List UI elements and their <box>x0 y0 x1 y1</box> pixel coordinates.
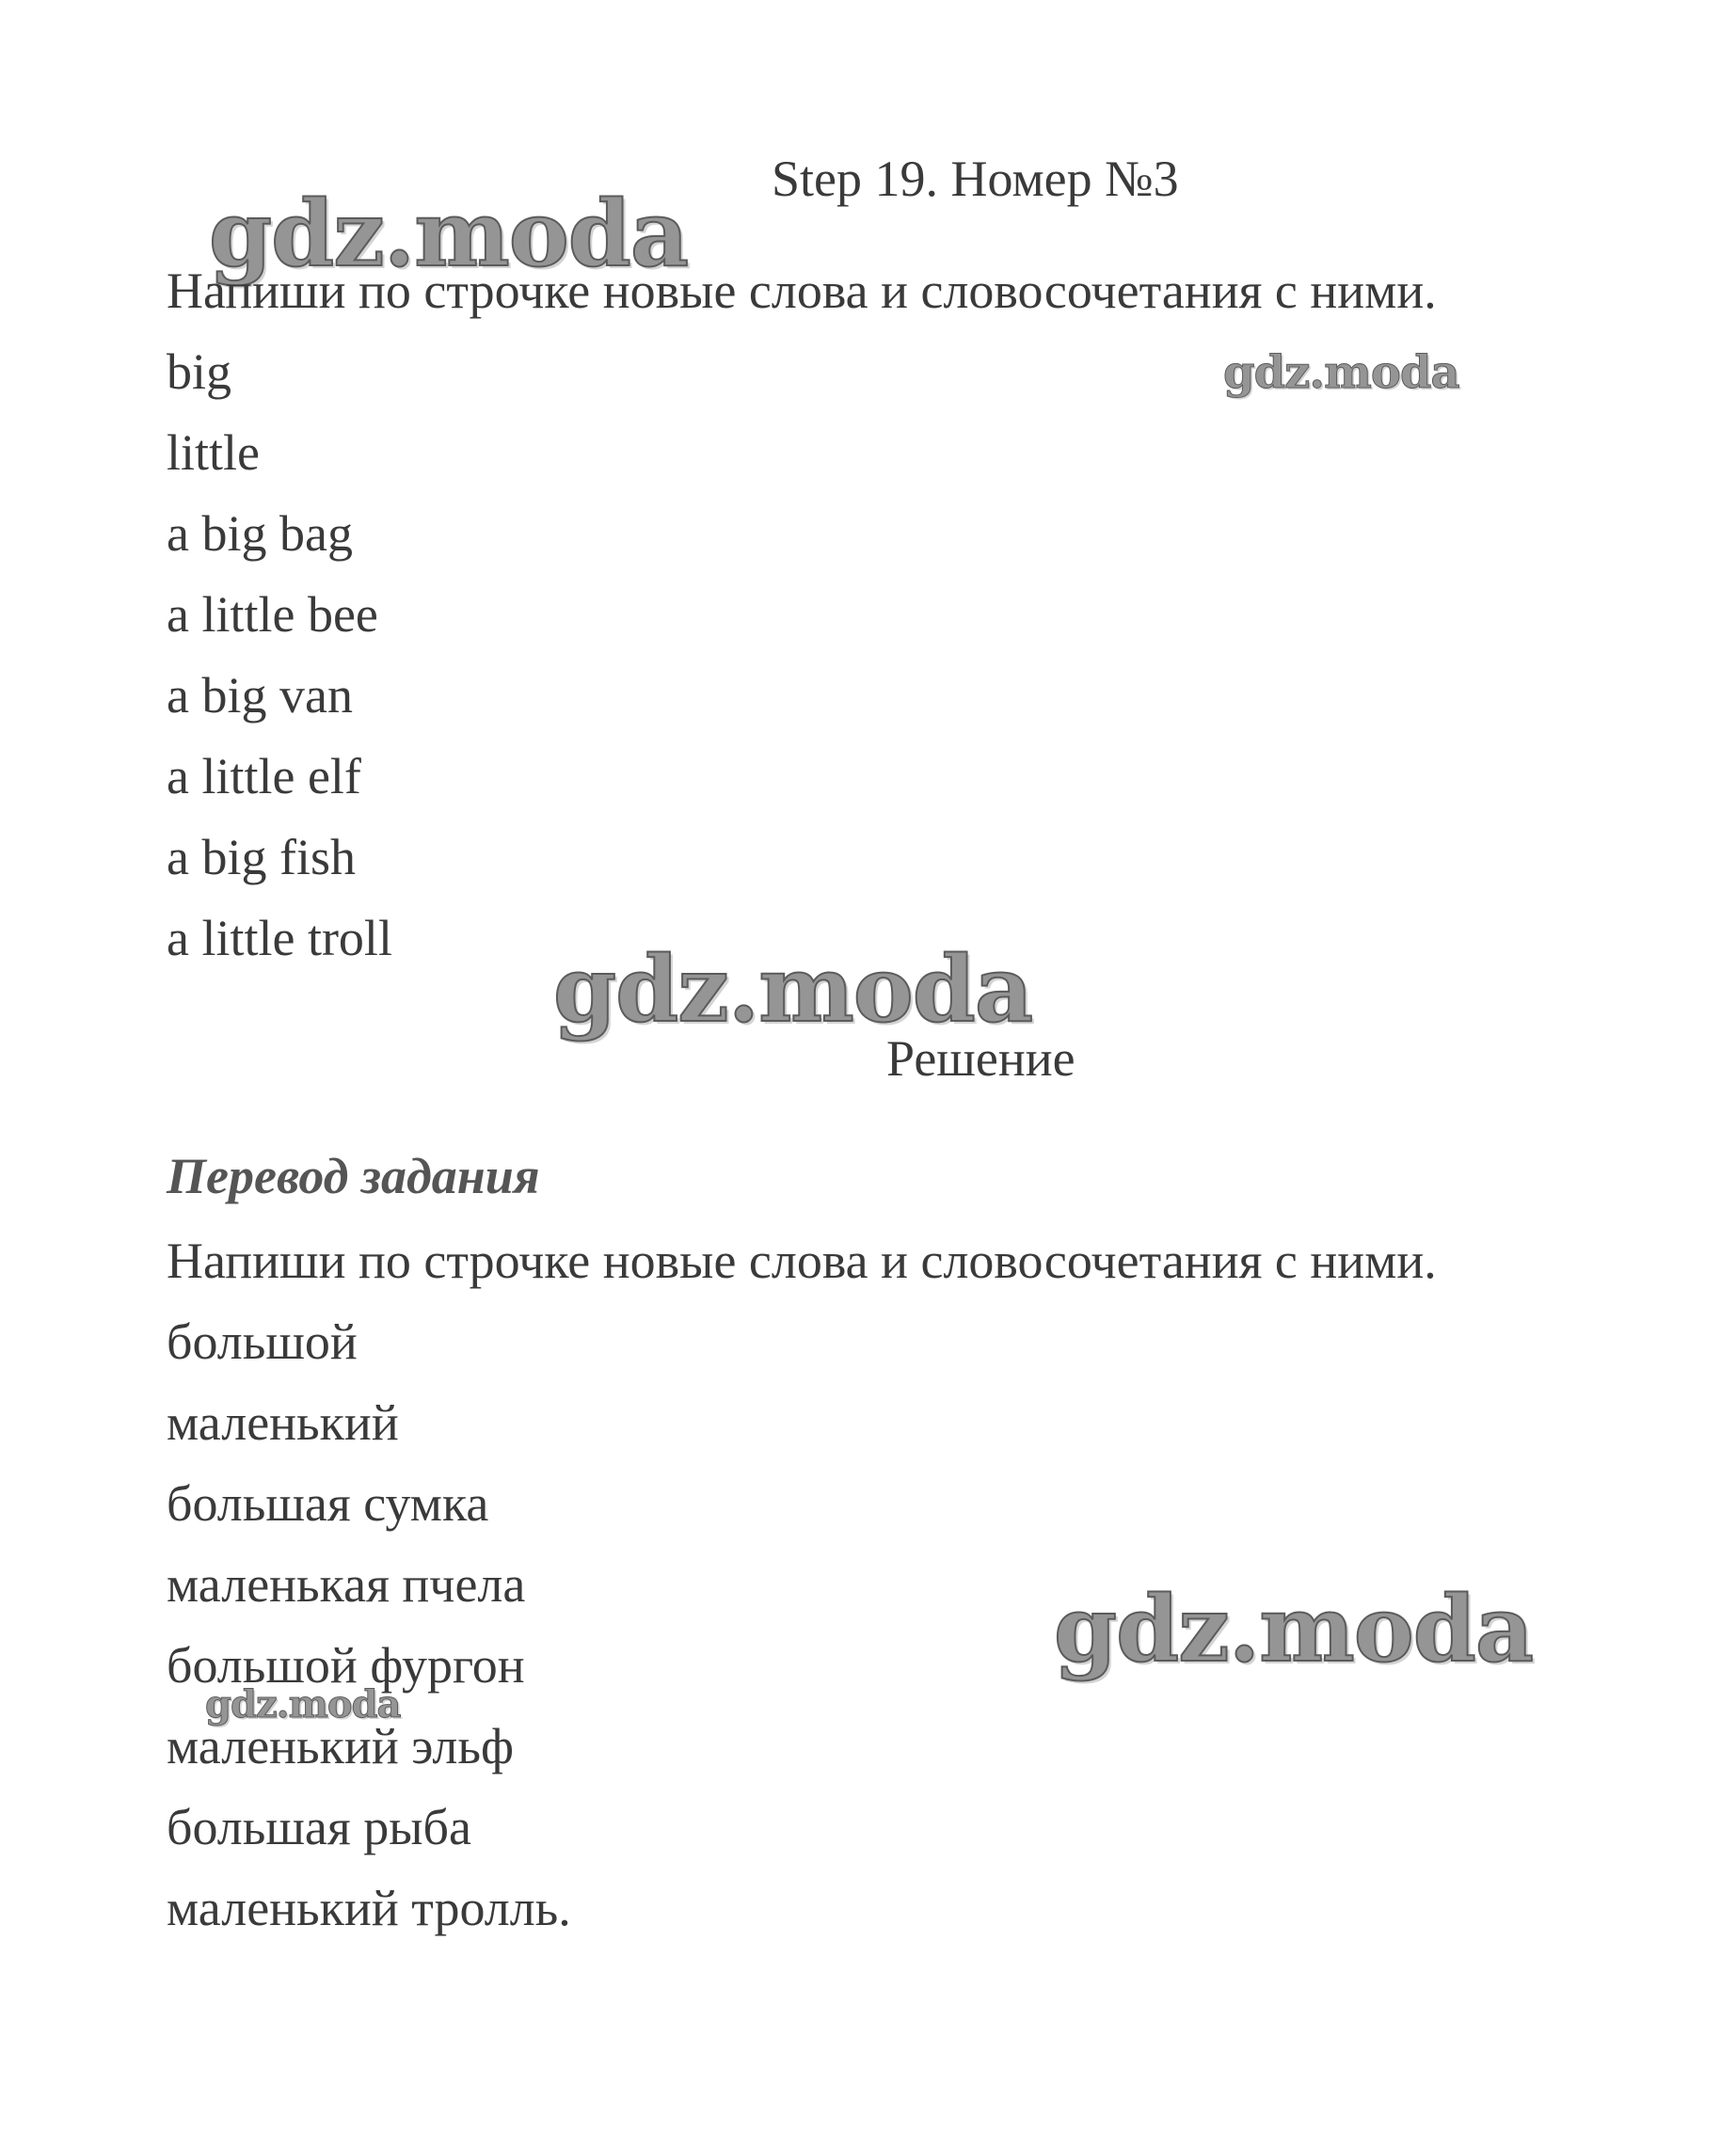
watermark-logo: gdz.moda <box>209 181 689 287</box>
answer-line: большая сумка <box>167 1475 489 1532</box>
task-line: big <box>167 343 232 400</box>
watermark-logo: gdz.moda <box>205 1682 401 1726</box>
task-line: a little elf <box>167 748 361 804</box>
task-line: a big bag <box>167 505 353 562</box>
answer-line: большая рыба <box>167 1799 471 1855</box>
answer-line: большой фургон <box>167 1637 525 1694</box>
task-line: a big van <box>167 667 353 724</box>
task-line: a big fish <box>167 829 356 885</box>
task-line: a little troll <box>167 910 392 966</box>
answer-line: маленькая пчела <box>167 1556 526 1613</box>
answer-line: маленький эльф <box>167 1718 514 1774</box>
watermark-logo: gdz.moda <box>1054 1576 1534 1682</box>
watermark-logo: gdz.moda <box>553 936 1033 1042</box>
task-line: little <box>167 424 260 481</box>
watermark-logo: gdz.moda <box>1223 346 1459 399</box>
page-title: Step 19. Номер №3 <box>772 151 1179 207</box>
task-line: a little bee <box>167 586 378 643</box>
answer-line: большой <box>167 1313 358 1370</box>
task-instruction: Напиши по строчке новые слова и словосочетания с ними. <box>167 263 1437 319</box>
answer-line: маленький <box>167 1394 399 1451</box>
task-block <box>167 250 1437 979</box>
translation-subheading: Перевод задания <box>167 1148 540 1204</box>
answer-instruction: Напиши по строчке новые слова и словосочетания с ними. <box>167 1233 1437 1289</box>
answer-line: маленький тролль. <box>167 1880 571 1936</box>
solution-heading: Решение <box>886 1030 1075 1087</box>
